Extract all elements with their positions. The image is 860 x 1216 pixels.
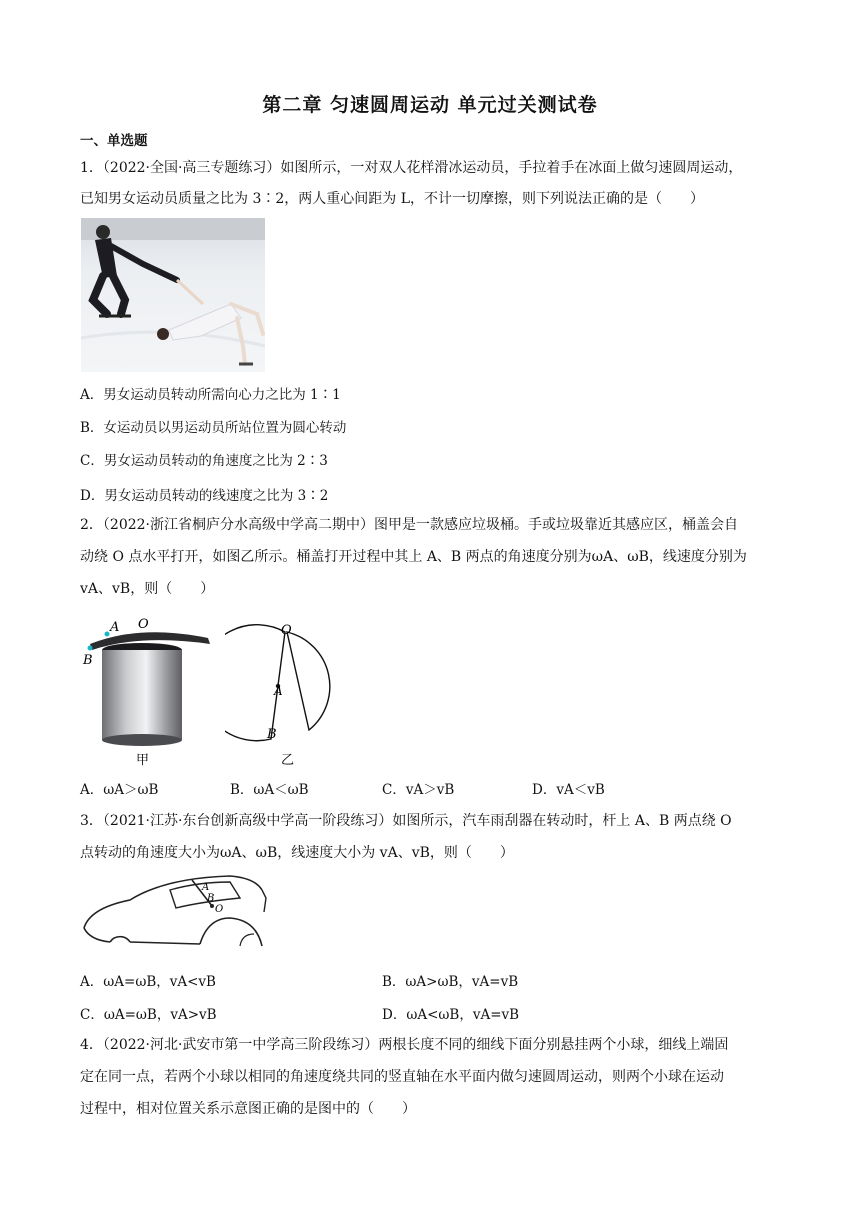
q2-line2: 动绕 O 点水平打开，如图乙所示。桶盖打开过程中其上 A、B 两点的角速度分别为ωA、ωB，线速度分别为 — [80, 549, 747, 565]
fig-label-o: O — [138, 617, 149, 632]
q2-option-d: D．vA＜vB — [532, 782, 605, 798]
q2-option-c: C．vA＞vB — [382, 782, 455, 798]
fig-caption-jia: 甲 — [136, 753, 150, 768]
figure-lid-diagram-yi — [225, 618, 353, 770]
fig-label-a: A — [274, 684, 283, 698]
q4-line2: 定在同一点，若两个小球以相同的角速度绕共同的竖直轴在水平面内做匀速圆周运动，则两个小球在运动 — [80, 1069, 724, 1085]
q1-line1: 1．（2022·全国·高三专题练习）如图所示，一对双人花样滑冰运动员，手拉着手在冰面上做匀速圆周运动， — [80, 160, 743, 176]
figure-car-wiper — [80, 868, 270, 958]
q4-line3: 过程中，相对位置关系示意图正确的是图中的（ ） — [80, 1101, 416, 1117]
q3-option-a: A．ωA=ωB，vA<vB — [80, 974, 216, 990]
fig-label-a: A — [202, 882, 210, 893]
q1-line2: 已知男女运动员质量之比为 3∶2，两人重心间距为 L，不计一切摩擦，则下列说法正确的是（ ） — [80, 191, 705, 207]
fig-label-b: B — [83, 653, 93, 668]
q1-option-b: B．女运动员以男运动员所站位置为圆心转动 — [80, 420, 347, 436]
q3-option-b: B．ωA>ωB，vA=vB — [382, 974, 519, 990]
fig-label-o: O — [281, 623, 292, 638]
q1-option-a: A．男女运动员转动所需向心力之比为 1∶1 — [80, 387, 341, 403]
fig-label-a: A — [110, 620, 120, 635]
q2-option-a: A．ωA＞ωB — [80, 782, 159, 798]
q3-line2: 点转动的角速度大小为ωA、ωB，线速度大小为 vA、vB，则（ ） — [80, 845, 514, 861]
q1-option-d: D．男女运动员转动的线速度之比为 3∶2 — [80, 488, 329, 504]
fig-caption-yi: 乙 — [281, 753, 295, 768]
fig-label-b: B — [267, 727, 277, 742]
q2-line3: vA、vB，则（ ） — [80, 581, 215, 597]
q4-line1: 4．（2022·河北·武安市第一中学高三阶段练习）两根长度不同的细线下面分别悬挂两个小球，细线上端固 — [80, 1037, 729, 1053]
q3-option-d: D．ωA<ωB，vA=vB — [382, 1007, 520, 1023]
section-heading: 一、单选题 — [80, 133, 148, 149]
fig-label-o: O — [215, 904, 224, 915]
fig-label-b: B — [207, 893, 215, 904]
q2-line1: 2．（2022·浙江省桐庐分水高级中学高二期中）图甲是一款感应垃圾桶。手或垃圾靠近其感应区，桶盖会自 — [80, 517, 738, 533]
q3-option-c: C．ωA=ωB，vA>vB — [80, 1007, 217, 1023]
q3-line1: 3．（2021·江苏·东台创新高级中学高一阶段练习）如图所示，汽车雨刮器在转动时，杆上 A、B 两点绕 O — [80, 813, 732, 829]
figure-trash-can-jia — [80, 614, 220, 770]
page-title: 第二章 匀速圆周运动 单元过关测试卷 — [262, 94, 598, 116]
q2-option-b: B．ωA＜ωB — [230, 782, 309, 798]
figure-skaters-photo — [81, 218, 265, 372]
q1-option-c: C．男女运动员转动的角速度之比为 2∶3 — [80, 453, 328, 469]
